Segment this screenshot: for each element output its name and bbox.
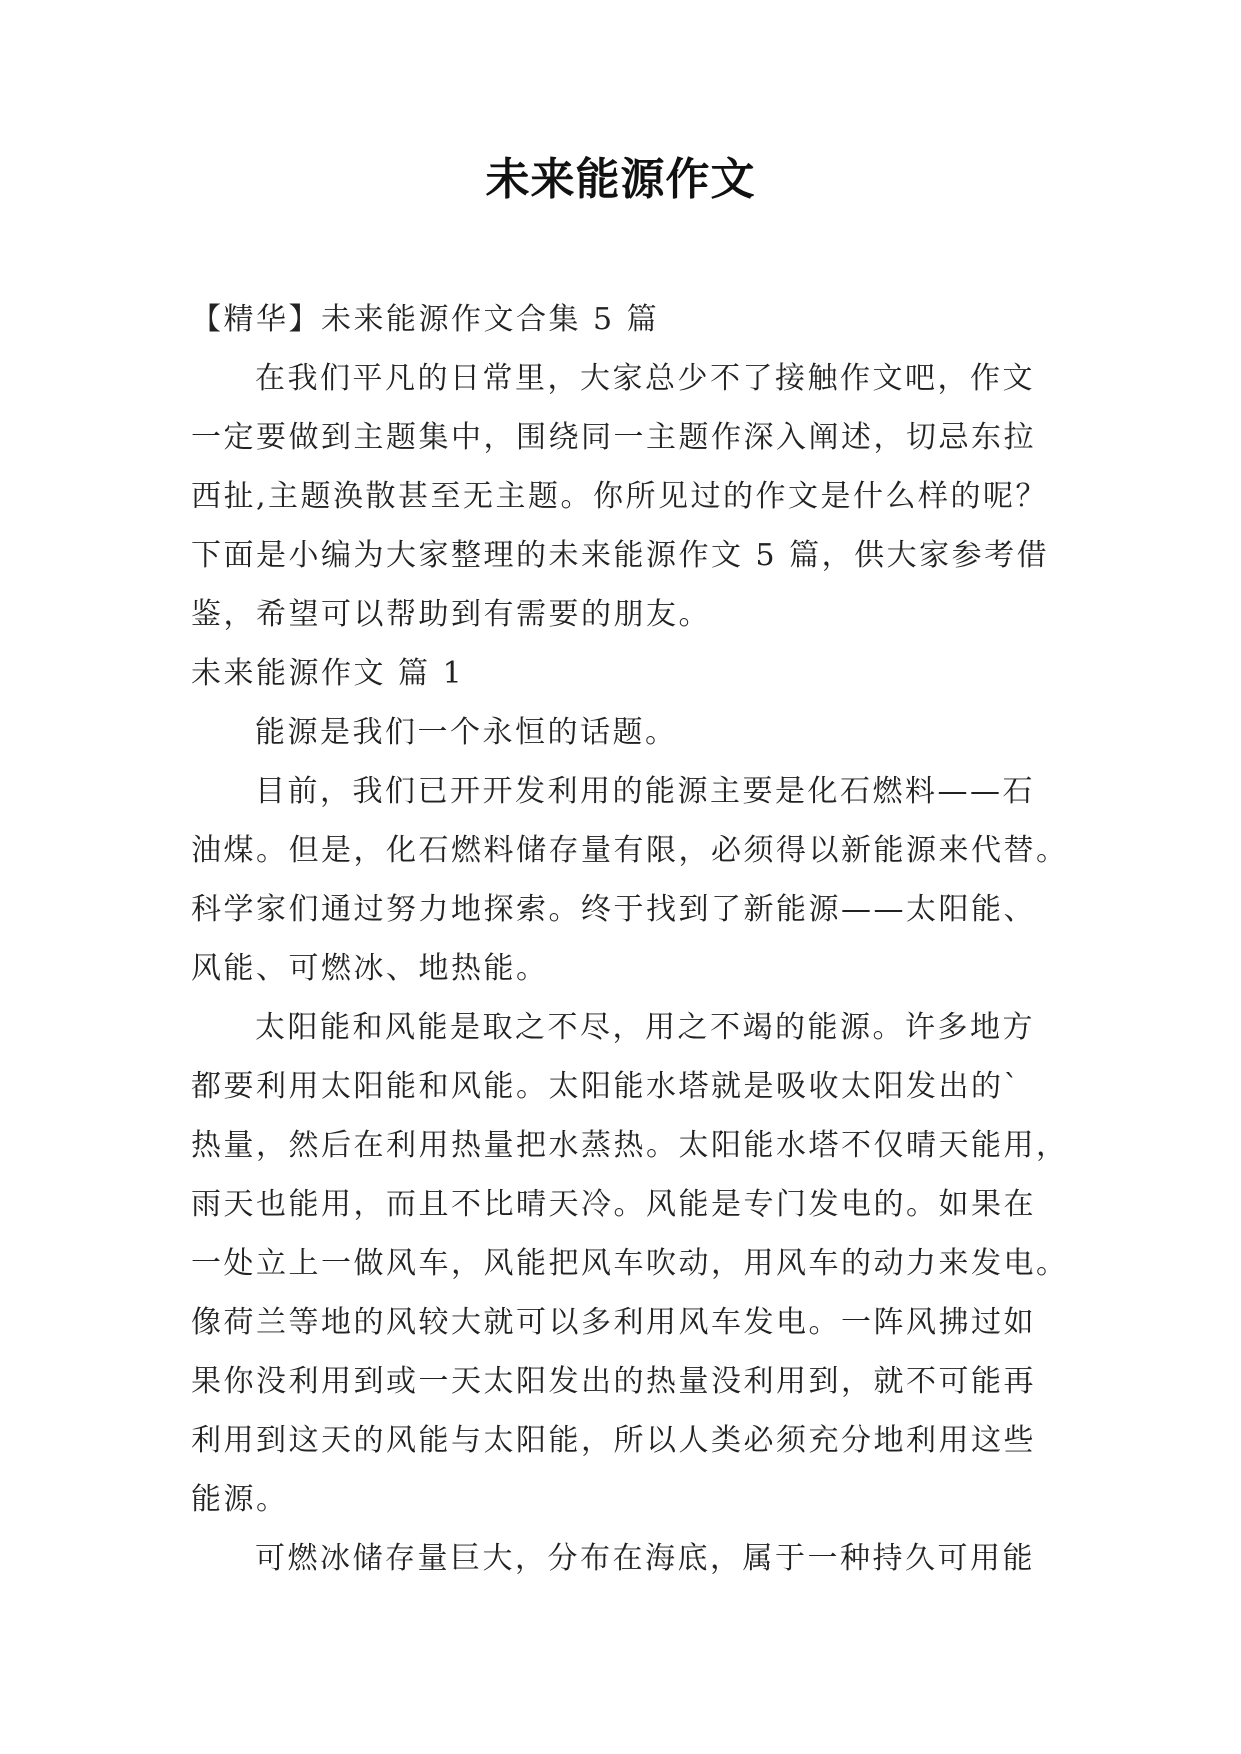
text-line: 雨天也能用，而且不比晴天冷。风能是专门发电的。如果在 [191,1187,1036,1222]
text-line: 西扯,主题涣散甚至无主题。你所见过的作文是什么样的呢？ [191,479,1049,514]
text-line: 都要利用太阳能和风能。太阳能水塔就是吸收太阳发出的` [191,1069,1021,1104]
text-line: 热量，然后在利用热量把水蒸热。太阳能水塔不仅晴天能用， [191,1128,1069,1163]
text-line: 太阳能和风能是取之不尽，用之不竭的能源。许多地方 [255,1010,1035,1045]
text-line: 【精华】未来能源作文合集 5 篇 [191,302,660,337]
text-line: 下面是小编为大家整理的未来能源作文 5 篇，供大家参考借 [191,538,1050,573]
text-line: 鉴，希望可以帮助到有需要的朋友。 [191,597,711,632]
text-line: 利用到这天的风能与太阳能，所以人类必须充分地利用这些 [191,1423,1036,1458]
text-line: 可燃冰储存量巨大，分布在海底，属于一种持久可用能 [255,1541,1035,1576]
text-line: 一定要做到主题集中，围绕同一主题作深入阐述，切忌东拉 [191,420,1036,455]
text-line: 油煤。但是，化石燃料储存量有限，必须得以新能源来代替。 [191,833,1069,868]
text-line: 能源。 [191,1482,289,1517]
text-line: 果你没利用到或一天太阳发出的热量没利用到，就不可能再 [191,1364,1036,1399]
page-title: 未来能源作文 [485,154,756,205]
text-line: 像荷兰等地的风较大就可以多利用风车发电。一阵风拂过如 [191,1305,1036,1340]
text-line: 一处立上一做风车，风能把风车吹动，用风车的动力来发电。 [191,1246,1069,1281]
document-body [191,290,1069,1588]
text-line: 在我们平凡的日常里，大家总少不了接触作文吧，作文 [255,361,1035,396]
text-line: 风能、可燃冰、地热能。 [191,951,549,986]
text-line: 科学家们通过努力地探索。终于找到了新能源——太阳能、 [191,892,1036,927]
text-line: 未来能源作文 篇 1 [191,656,465,691]
text-line: 能源是我们一个永恒的话题。 [255,715,678,750]
text-line: 目前，我们已开开发利用的能源主要是化石燃料——石 [255,774,1035,809]
